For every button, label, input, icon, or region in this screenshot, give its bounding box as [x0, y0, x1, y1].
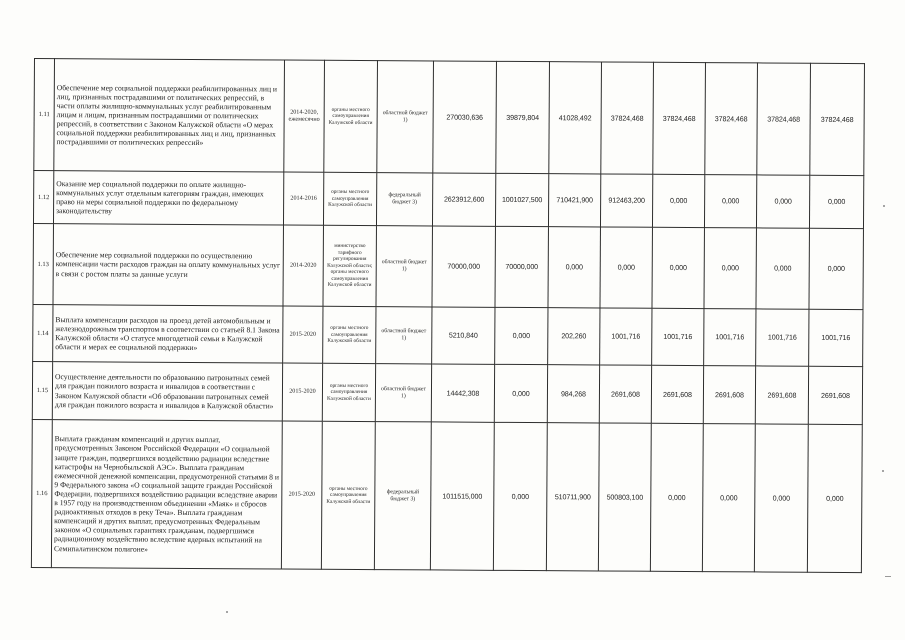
implementation-period: 2014-2020 [283, 225, 323, 306]
year-amount: 37824,468 [757, 63, 811, 175]
year-amount: 984,268 [547, 365, 599, 423]
year-amount: 710421,900 [548, 174, 600, 227]
scan-speck [226, 611, 228, 613]
year-amount: 37824,468 [810, 63, 865, 175]
total-amount: 1011515,000 [430, 422, 494, 570]
total-amount: 5210,840 [432, 307, 495, 364]
measure-description: Выплата гражданам компенсаций и других выплат, предусмотренных Законом Российской Федерации «О социальной защите граждан, подвергшихся воздействию радиации вследствие катастрофы на Чернобыльской АЭС». Выплата гражданам ежемесячной денежной компенсации, предусмотренной статьями 8 и 9 Федерального закона «О социальной защите граждан Российской Федерации, подвергшихся воздействию радиации вследствие аварии в 1957 году на производственном объединении «Маяк» и сбросов радиоактивных отходов в реку Теча». Выплата гражданам компенсаций и других выплат, предусмотренных Федеральным законом «О социальных гарантиях гражданам, подвергшимся радиационному воздействию вследствие ядерных испытаний на Семипалатинском полигоне» [51, 420, 282, 569]
funding-source: областной бюджет 1) [376, 226, 432, 307]
table-row [31, 419, 862, 572]
responsible-executor: органы местного самоуправления Калужской области [321, 421, 375, 569]
scan-speck [885, 576, 891, 577]
measure-description: Обеспечение мер социальной поддержки реабилитированных лиц и лиц, признанных пострадавшими от политических репрессий, в части оплаты жилищно-коммунальных услуг реабилитированным лицам и лицам, признанным пострадавшими от политических репрессий, в соответствии с Законом Калужской области «О мерах социальной поддержки реабилитированных лиц и лиц, признанных пострадавшими от политических репрессий» [54, 59, 285, 172]
funding-source: областной бюджет 1) [376, 307, 432, 364]
year-amount: 0,000 [702, 424, 755, 572]
total-amount: 2623912,600 [432, 173, 495, 226]
measure-description: Осуществление деятельности по образованию патронатных семей для граждан пожилого возраста и инвалидов в соответствии с Законом Калужской области «Об образовании патронатных семей для граждан пожилого возраста и инвалидов в Калужской области» [52, 362, 282, 421]
year-amount: 2691,608 [808, 366, 862, 424]
measure-description: Выплата компенсации расходов на проезд детей автомобильным и железнодорожным транспортом в соответствии со статьей 8.1 Закона Калужской области «О статусе многодетной семьи в Калужской области и мерах ее социальной поддержки» [53, 305, 283, 363]
funding-source: федеральный бюджет 3) [376, 173, 432, 226]
year-amount: 2691,608 [703, 366, 755, 424]
responsible-executor: министерство тарифного регулирования Калужской области; органы местного самоуправления Калужской области [323, 225, 376, 306]
year-amount: 2691,608 [755, 366, 808, 424]
year-amount: 41028,492 [549, 62, 602, 174]
row-number: 1.12 [33, 171, 53, 224]
funding-source: федеральный бюджет 3) [374, 422, 431, 570]
table-row [32, 361, 862, 424]
responsible-executor: органы местного самоуправления Калужской области [323, 172, 376, 225]
year-amount: 1001,716 [652, 308, 704, 365]
year-amount: 37824,468 [653, 62, 706, 174]
year-amount: 202,260 [548, 308, 600, 365]
year-amount: 0,000 [548, 227, 600, 308]
year-amount: 2691,608 [651, 365, 703, 423]
row-number: 1.13 [33, 223, 53, 304]
year-amount: 2691,608 [599, 365, 651, 423]
table-row [33, 171, 863, 229]
year-amount: 0,000 [600, 227, 652, 308]
year-amount: 1001,716 [756, 309, 809, 366]
year-amount: 1001,716 [600, 308, 652, 365]
row-number: 1.15 [32, 361, 52, 419]
measure-description: Обеспечение мер социальной поддержки по осуществлению компенсации части расходов граждан на оплату коммунальных услуг в связи с ростом платы за данные услуги [53, 224, 283, 306]
year-amount: 510711,900 [546, 423, 599, 571]
implementation-period: 2015-2020 [282, 363, 322, 421]
year-amount: 0,000 [704, 175, 756, 228]
year-amount: 0,000 [493, 422, 547, 570]
total-amount: 14442,308 [431, 364, 494, 422]
year-amount: 500803,100 [598, 423, 651, 571]
table-row [34, 59, 865, 176]
total-amount: 270030,636 [433, 61, 497, 173]
year-amount: 0,000 [756, 228, 809, 309]
row-number: 1.11 [34, 59, 55, 171]
funding-source: областной бюджет 1) [375, 364, 431, 422]
year-amount: 0,000 [809, 228, 863, 309]
table-row [33, 223, 863, 309]
total-amount: 70000,000 [432, 226, 495, 307]
year-amount: 0,000 [809, 175, 863, 228]
year-amount: 0,000 [494, 364, 547, 422]
year-amount: 912463,200 [600, 174, 652, 227]
responsible-executor: органы местного самоуправления Калужской области [322, 363, 375, 421]
row-number: 1.16 [31, 419, 52, 567]
implementation-period: 2015-2020 [281, 421, 322, 569]
year-amount: 1001,716 [809, 309, 863, 366]
row-number: 1.14 [33, 304, 53, 361]
year-amount: 1001,716 [704, 309, 756, 366]
year-amount: 0,000 [704, 228, 756, 309]
year-amount: 0,000 [652, 174, 704, 227]
scan-speck [883, 205, 885, 207]
year-amount: 0,000 [807, 424, 862, 572]
measure-description: Оказание мер социальной поддержки по оплате жилищно-коммунальных услуг отдельным категориям граждан, имеющих право на меры социальной поддержки по федеральному законодательству [53, 171, 283, 225]
implementation-period: 2014-2020, ежемесячно [284, 60, 325, 172]
year-amount: 0,000 [756, 175, 809, 228]
year-amount: 70000,000 [495, 226, 548, 307]
year-amount: 37824,468 [601, 62, 654, 174]
responsible-executor: органы местного самоуправления Калужской области [323, 306, 376, 363]
scan-speck [882, 470, 884, 472]
year-amount: 0,000 [650, 423, 703, 571]
funding-source: областной бюджет 1) [377, 61, 434, 173]
year-amount: 1001027,500 [495, 173, 548, 226]
year-amount: 39879,804 [496, 61, 550, 173]
year-amount: 0,000 [652, 227, 704, 308]
program-measures-table [31, 58, 865, 573]
year-amount: 0,000 [495, 307, 548, 364]
year-amount: 0,000 [754, 424, 808, 572]
table-row [33, 304, 863, 366]
implementation-period: 2014-2016 [283, 172, 323, 225]
year-amount: 37824,468 [705, 63, 758, 175]
implementation-period: 2015-2020 [283, 306, 323, 363]
responsible-executor: органы местного самоуправления Калужской области [324, 60, 378, 172]
